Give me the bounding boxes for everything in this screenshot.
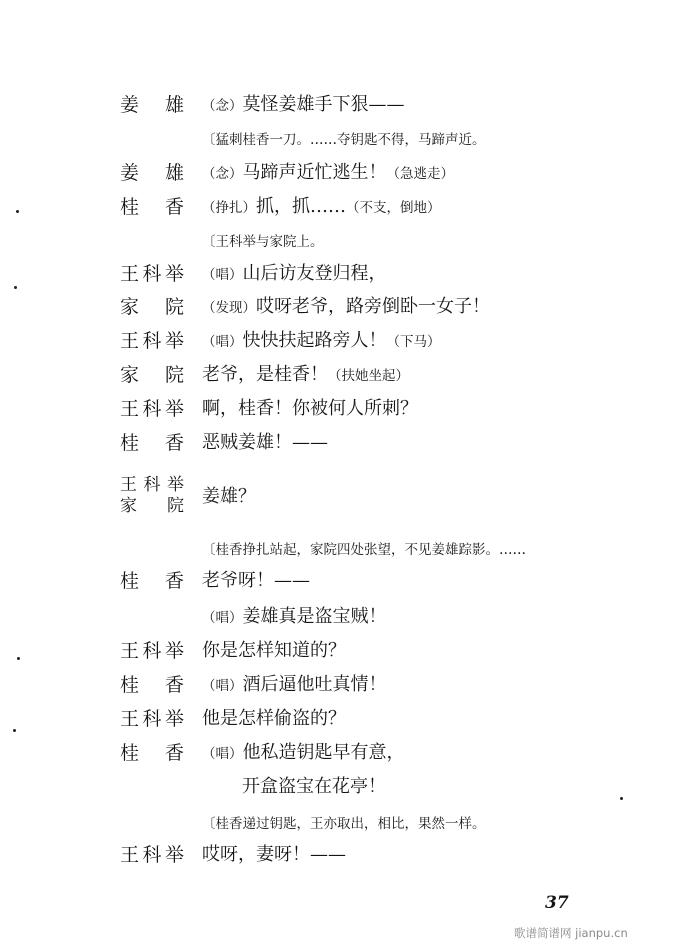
dialogue-line — [0, 192, 690, 218]
dialogue-line — [0, 360, 690, 386]
stage-line — [0, 812, 690, 832]
line-text: 姜雄真是盗宝贼！ — [242, 606, 387, 627]
line-text: 你是怎样知道的？ — [202, 640, 346, 661]
dialogue-line — [0, 259, 690, 285]
line-content — [202, 326, 441, 352]
line-content — [202, 428, 328, 454]
speaker-name: 王科举 — [120, 640, 184, 662]
line-text: 莫怪姜雄手下狠—— — [242, 94, 405, 115]
stage-direction: （念） — [202, 98, 243, 114]
line-content — [202, 360, 409, 386]
dialogue-line — [0, 158, 690, 184]
dialogue-line — [0, 326, 690, 352]
line-content — [202, 738, 405, 764]
stage-line — [0, 230, 690, 250]
speaker-name-second: 家 院 — [120, 496, 184, 516]
speaker-name: 王科举 — [120, 475, 184, 495]
line-text: 哎呀，妻呀！—— — [202, 844, 346, 865]
line-text: 哎呀老爷，路旁倒卧一女子！ — [256, 296, 490, 317]
dialogue-line — [0, 840, 690, 866]
dialogue-line — [0, 670, 690, 696]
line-text: 抓，抓…… — [256, 196, 346, 217]
speaker-name: 王科举 — [120, 708, 184, 730]
stage-direction-text: 〔桂香递过钥匙，王亦取出，相比，果然一样。 — [202, 816, 486, 832]
scan-speck — [17, 657, 20, 660]
stage-direction: （唱） — [202, 746, 243, 762]
line-content — [202, 158, 454, 184]
stage-direction: （唱） — [202, 610, 243, 626]
line-content — [202, 566, 310, 592]
line-text: 山后访友登归程， — [242, 263, 387, 284]
stage-direction: （扶她坐起） — [328, 368, 409, 384]
stage-direction: （唱） — [202, 678, 243, 694]
line-text: 快快扶起路旁人！ — [242, 330, 387, 351]
watermark: 歌谱简谱网 jianpu.cn — [514, 926, 628, 940]
speaker-name: 桂 香 — [120, 570, 184, 592]
stage-direction: （不支，倒地） — [346, 200, 441, 216]
dialogue-line — [0, 602, 690, 628]
line-text: 老爷呀！—— — [202, 570, 310, 591]
scan-speck — [13, 729, 16, 732]
stage-direction-text: 〔桂香挣扎站起，家院四处张望，不见姜雄踪影。…… — [202, 542, 526, 558]
line-content — [202, 840, 346, 866]
line-text: 啊，桂香！你被何人所刺？ — [202, 398, 418, 419]
line-content — [202, 394, 418, 420]
stage-direction: （念） — [202, 166, 243, 182]
stage-direction: （挣扎） — [202, 200, 256, 216]
line-content — [202, 259, 387, 285]
line-text: 恶贼姜雄！—— — [202, 432, 328, 453]
line-text: 姜雄？ — [202, 486, 256, 507]
line-text: 酒后逼他吐真情！ — [242, 674, 387, 695]
dialogue-line — [0, 90, 690, 116]
speaker-name: 姜 雄 — [120, 162, 184, 184]
speaker-name: 家 院 — [120, 296, 184, 318]
line-content — [242, 772, 386, 798]
dialogue-line — [0, 470, 690, 516]
dialogue-line — [0, 292, 690, 318]
speaker-name: 桂 香 — [120, 742, 184, 764]
speaker-name: 桂 香 — [120, 196, 184, 218]
stage-direction: （发现） — [202, 300, 256, 316]
scan-speck — [14, 286, 17, 289]
dialogue-line — [0, 636, 690, 662]
line-text: 他是怎样偷盗的？ — [202, 708, 346, 729]
line-text: 开盒盗宝在花亭！ — [242, 776, 386, 797]
dialogue-line — [0, 428, 690, 454]
speaker-name: 桂 香 — [120, 432, 184, 454]
stage-direction: （急逃走） — [386, 166, 454, 182]
line-content — [202, 704, 346, 730]
stage-direction-text: 〔王科举与家院上。 — [202, 234, 324, 250]
line-content — [202, 482, 256, 508]
page-number: 37 — [545, 893, 569, 913]
speaker-name: 姜 雄 — [120, 94, 184, 116]
line-content — [202, 636, 346, 662]
stage-direction: （唱） — [202, 267, 243, 283]
speaker-name: 王科举 — [120, 330, 184, 352]
speaker-name: 桂 香 — [120, 674, 184, 696]
speaker-name: 王科举 — [120, 398, 184, 420]
scan-speck — [620, 797, 623, 800]
scan-speck — [16, 210, 19, 213]
line-text: 他私造钥匙早有意， — [242, 742, 405, 763]
line-content — [202, 292, 490, 318]
dialogue-line — [0, 738, 690, 764]
stage-direction: （唱） — [202, 334, 243, 350]
stage-direction: （下马） — [386, 334, 441, 350]
stage-line — [0, 128, 690, 148]
speaker-name: 家 院 — [120, 364, 184, 386]
line-text: 老爷，是桂香！ — [202, 364, 328, 385]
speaker-name: 王科举 — [120, 263, 184, 285]
dialogue-line — [0, 566, 690, 592]
dialogue-line — [0, 704, 690, 730]
line-content — [202, 192, 441, 218]
line-content — [202, 90, 405, 116]
dialogue-line — [0, 394, 690, 420]
line-content — [202, 670, 387, 696]
stage-line — [0, 538, 690, 558]
line-text: 马蹄声近忙逃生！ — [242, 162, 387, 183]
stage-direction-text: 〔猛刺桂香一刀。……夺钥匙不得，马蹄声近。 — [202, 132, 486, 148]
dialogue-line — [0, 772, 690, 798]
line-content — [202, 602, 387, 628]
speaker-name: 王科举 — [120, 844, 184, 866]
